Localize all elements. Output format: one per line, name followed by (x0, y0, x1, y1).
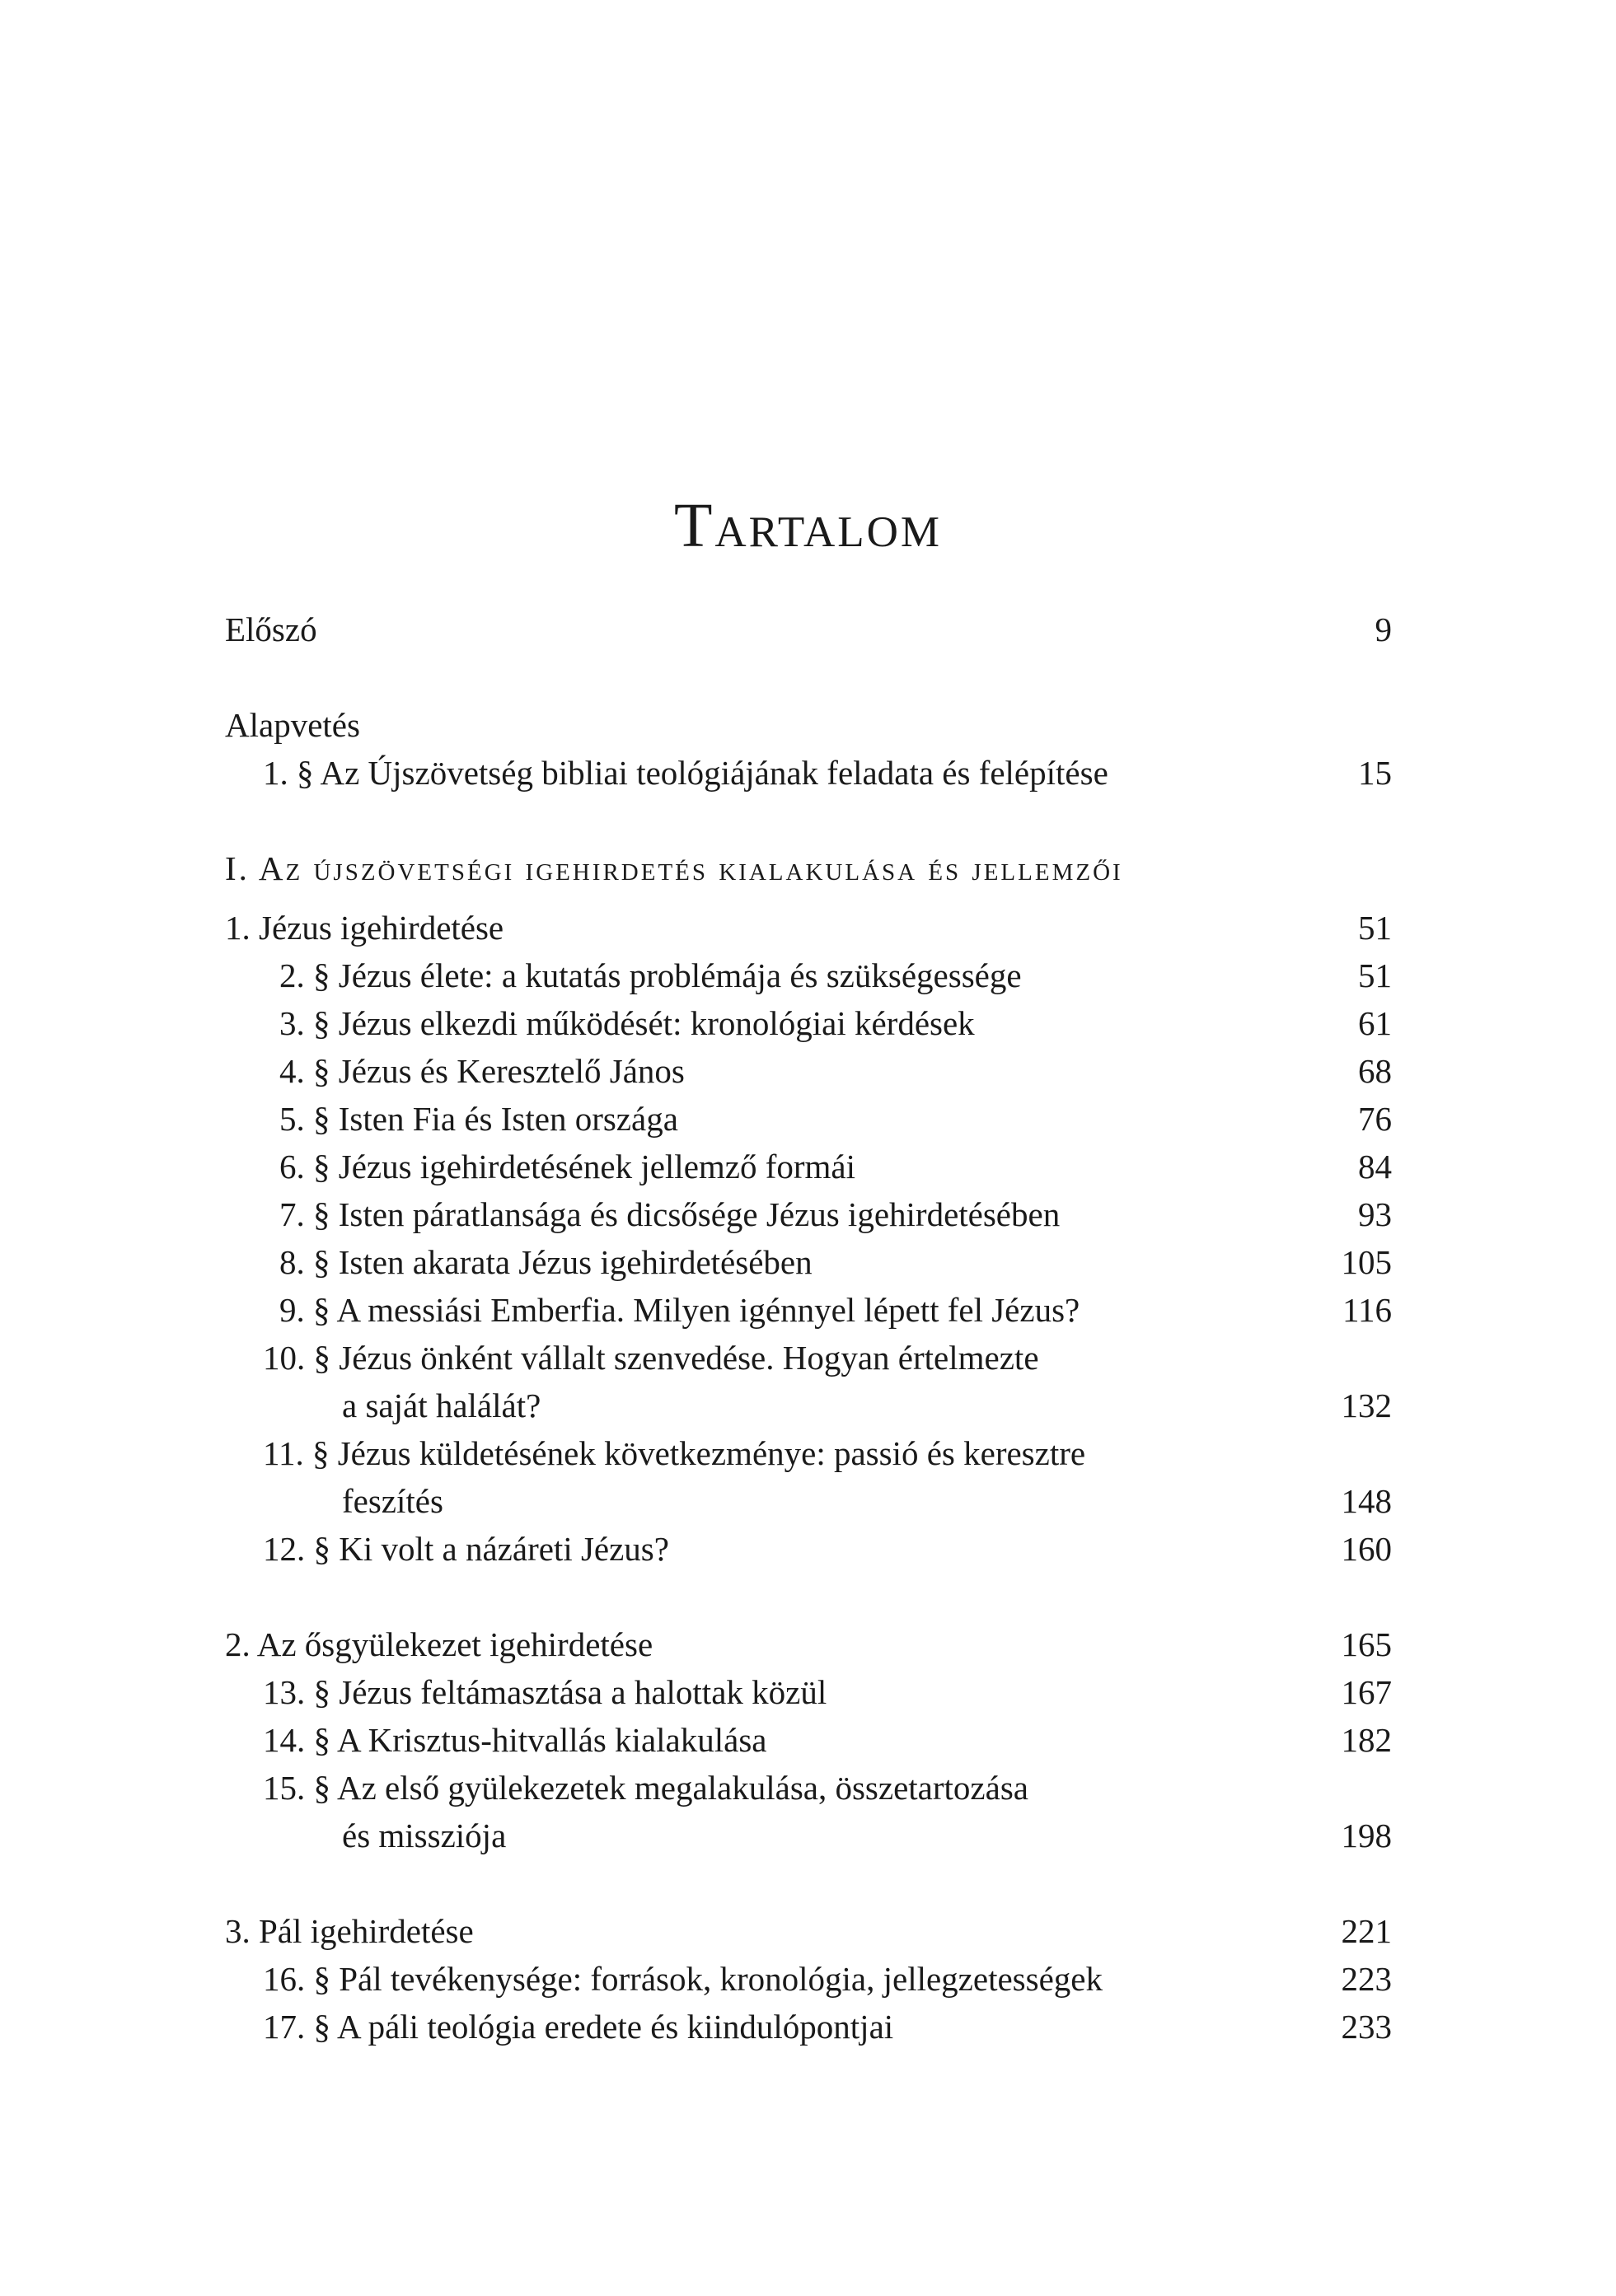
toc-entry-s4 (225, 1047, 1392, 1095)
toc-entry-page: 68 (1358, 1052, 1392, 1090)
toc-entry-s2 (225, 952, 1392, 999)
toc-entry-label: 8. § Isten akarata Jézus igehirdetésében (279, 1243, 813, 1281)
toc-entry-label: 1. Jézus igehirdetése (225, 909, 504, 947)
toc-entry-label: 3. Pál igehirdetése (225, 1912, 474, 1950)
toc-entry-s15-continued (225, 1812, 1392, 1859)
toc-entry-s11-continued (225, 1477, 1392, 1525)
toc-entry-label: 1. § Az Újszövetség bibliai teológiájának feladata és felépítése (263, 754, 1108, 792)
toc-entry-s11 (225, 1429, 1392, 1477)
toc-entry-label: Előszó (225, 610, 317, 648)
toc-entry-page: 223 (1341, 1960, 1392, 1998)
toc-entry-page: 160 (1341, 1530, 1392, 1568)
toc-entry-page: 84 (1358, 1148, 1392, 1185)
toc-entry-label: 6. § Jézus igehirdetésének jellemző formái (279, 1148, 856, 1185)
toc-entry-page: 167 (1341, 1673, 1392, 1711)
toc-entry-s8 (225, 1238, 1392, 1286)
toc-entry-page: 132 (1341, 1386, 1392, 1424)
toc-entry-page: 116 (1342, 1291, 1392, 1329)
toc-entry-label: 3. § Jézus elkezdi működését: kronológiai kérdések (279, 1004, 975, 1042)
toc-entry-page: 9 (1375, 610, 1392, 648)
toc-entry-s6 (225, 1143, 1392, 1190)
toc-entry-page: 51 (1358, 956, 1392, 994)
toc-entry-page: 93 (1358, 1195, 1392, 1233)
toc-entry-s12 (225, 1525, 1392, 1573)
toc-entry-label: 12. § Ki volt a názáreti Jézus? (263, 1530, 669, 1568)
spacer (225, 653, 1392, 701)
toc-entry-eloszo (225, 606, 1392, 653)
toc-entry-page: 105 (1341, 1243, 1392, 1281)
toc-chapter-2 (225, 1620, 1392, 1668)
toc-entry-s5 (225, 1095, 1392, 1143)
toc-entry-label: 15. § Az első gyülekezetek megalakulása, összetartozása (263, 1769, 1028, 1807)
toc-entry-label: 5. § Isten Fia és Isten országa (279, 1100, 678, 1138)
toc-entry-page: 165 (1341, 1625, 1392, 1663)
toc-entry-label: I. Az újszövetségi igehirdetés kialakulása és jellemzői (225, 849, 1123, 887)
toc-entry-label: 2. § Jézus élete: a kutatás problémája és szükségessége (279, 956, 1022, 994)
spacer (225, 1859, 1392, 1907)
toc-entry-label: feszítés (342, 1482, 443, 1520)
toc-entry-label: 2. Az ősgyülekezet igehirdetése (225, 1625, 653, 1663)
toc-entry-label: és missziója (342, 1817, 507, 1854)
spacer (225, 797, 1392, 844)
toc-entry-label: Alapvetés (225, 706, 360, 744)
toc-heading-alapvetes (225, 701, 1392, 749)
page-title: Tartalom (673, 491, 943, 560)
toc-entry-s16 (225, 1955, 1392, 2003)
toc-part-heading (225, 844, 1392, 892)
toc-entry-s10-continued (225, 1382, 1392, 1429)
toc-entry-label: 9. § A messiási Emberfia. Milyen igénnyel lépett fel Jézus? (279, 1291, 1080, 1329)
toc-entry-label: 4. § Jézus és Keresztelő János (279, 1052, 685, 1090)
toc-entry-label: 7. § Isten páratlansága és dicsősége Jézus igehirdetésében (279, 1195, 1061, 1233)
toc-chapter-3 (225, 1907, 1392, 1955)
toc-entry-page: 61 (1358, 1004, 1392, 1042)
spacer (225, 1573, 1392, 1620)
toc-entry-label: 16. § Pál tevékenysége: források, kronológia, jellegzetességek (263, 1960, 1103, 1998)
toc-entry-page: 233 (1341, 2008, 1392, 2046)
toc-entry-page: 198 (1341, 1817, 1392, 1854)
toc-chapter-1 (225, 904, 1392, 952)
toc-entry-label: a saját halálát? (342, 1386, 541, 1424)
toc-entry-page: 51 (1358, 909, 1392, 947)
toc-entry-s9 (225, 1286, 1392, 1334)
toc-entry-s14 (225, 1716, 1392, 1764)
toc-entry-page: 15 (1358, 754, 1392, 792)
toc-entry-page: 148 (1341, 1482, 1392, 1520)
toc-entry-label: 17. § A páli teológia eredete és kiindulópontjai (263, 2008, 894, 2046)
table-of-contents (225, 606, 1392, 2051)
toc-entry-s3 (225, 999, 1392, 1047)
toc-entry-label: 13. § Jézus feltámasztása a halottak közül (263, 1673, 827, 1711)
toc-entry-page: 76 (1358, 1100, 1392, 1138)
toc-entry-label: 10. § Jézus önként vállalt szenvedése. Hogyan értelmezte (263, 1339, 1039, 1377)
toc-entry-page: 221 (1341, 1912, 1392, 1950)
toc-entry-label: 14. § A Krisztus-hitvallás kialakulása (263, 1721, 767, 1759)
toc-entry-s17 (225, 2003, 1392, 2051)
toc-entry-s10 (225, 1334, 1392, 1382)
spacer (225, 892, 1392, 904)
toc-entry-page: 182 (1341, 1721, 1392, 1759)
toc-entry-label: 11. § Jézus küldetésének következménye: passió és keresztre (263, 1434, 1086, 1472)
toc-entry-s15 (225, 1764, 1392, 1812)
toc-entry-s7 (225, 1190, 1392, 1238)
toc-entry-alap-1 (225, 749, 1392, 797)
toc-entry-s13 (225, 1668, 1392, 1716)
